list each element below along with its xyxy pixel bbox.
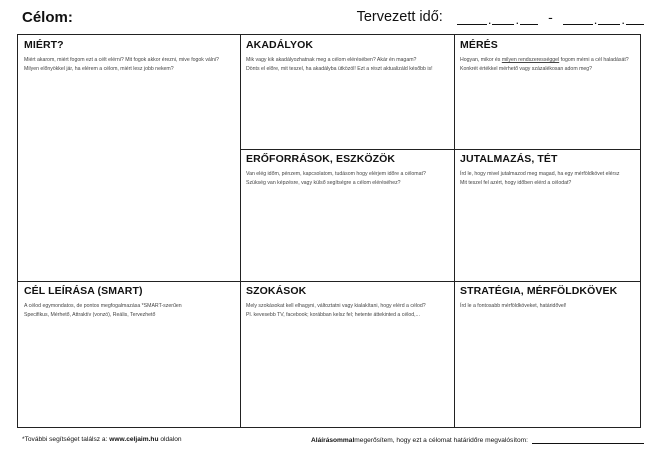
date-separator: -: [548, 9, 553, 25]
month-blank[interactable]: [598, 12, 620, 25]
cell-description: Mely szokásokat kell elhagyni, változtatni vagy kialakítani, hogy elérd a célod?: [246, 303, 426, 309]
cell-title: STRATÉGIA, MÉRFÖLDKÖVEK: [460, 285, 618, 297]
goal-planning-grid: [17, 34, 641, 428]
cell-description: Írd le a fontosabb mérföldköveket, határidővel!: [460, 303, 567, 309]
cell-description: A célod egymondatos, de pontos megfogalmazása *SMART-szerűen: [24, 303, 182, 309]
cell-description: Konkrét értékkel mérhető vagy százalékosan adom meg?: [460, 65, 593, 72]
day-blank[interactable]: [626, 12, 644, 25]
month-blank[interactable]: [492, 12, 514, 25]
cell-title: MÉRÉS: [460, 39, 498, 51]
cell-description: Pl. kevesebb TV, facebook; korábban kelsz fel; hetente áttekinted a célod,...: [246, 311, 420, 318]
planned-time-label: Tervezett idő:: [356, 9, 443, 25]
help-note-suffix: oldalon: [158, 436, 182, 443]
year-blank[interactable]: [563, 12, 593, 25]
signature-bold: Aláírásommal: [311, 437, 355, 444]
cell-description: Szükség van képzésre, vagy külső segítségre a célom eléréséhez?: [246, 179, 401, 186]
cell-title: AKADÁLYOK: [246, 39, 314, 51]
desc-text: fogom mérni a cél haladását?: [559, 57, 629, 63]
signature-statement: [311, 436, 644, 444]
help-note: [22, 436, 182, 443]
website-link[interactable]: www.celjaim.hu: [109, 436, 159, 443]
cell-description: Írd le, hogy mivel jutalmazod meg magad, ha egy mérföldkövet elérsz: [460, 171, 620, 177]
desc-underlined: milyen rendszerességgel: [501, 57, 560, 63]
goal-label: Célom:: [22, 9, 73, 26]
signature-line[interactable]: [532, 436, 644, 444]
cell-title: SZOKÁSOK: [246, 285, 307, 297]
planned-time: [357, 9, 644, 25]
cell-description: Mik vagy kik akadályozhatnak meg a célom elérésében? Akár én magam?: [246, 57, 417, 63]
signature-text: megerősítem, hogy ezt a célomat határidőre megvalósítom:: [354, 437, 528, 444]
cell-description: Miért akarom, miért fogom ezt a célt elérni? Mit fogok akkor érezni, mive fogok válni?: [24, 57, 219, 63]
end-date-field[interactable]: . .: [563, 12, 644, 25]
cell-akadalyok[interactable]: [240, 35, 454, 149]
cell-description: Mit teszel fel azért, hogy időben elérd a célodat?: [460, 179, 572, 186]
year-blank[interactable]: [457, 12, 487, 25]
cell-eroforrasok[interactable]: [240, 149, 454, 281]
cell-cel-leirasa[interactable]: [18, 281, 240, 427]
cell-description: [460, 56, 634, 65]
cell-description: Milyen előnyökkel jár, ha elérem a célom, miért lesz jobb nekem?: [24, 65, 174, 72]
cell-title: JUTALMAZÁS, TÉT: [460, 153, 558, 165]
cell-jutalmazas[interactable]: [454, 149, 640, 281]
page-header: [18, 6, 644, 30]
cell-miert[interactable]: [18, 35, 240, 281]
cell-description: Specifikus, Mérhető, Attraktív (vonzó), Reális, Tervezhető: [24, 311, 156, 318]
cell-title: ERŐFORRÁSOK, ESZKÖZÖK: [246, 153, 396, 165]
help-note-prefix: *További segítséget találsz a:: [22, 436, 110, 443]
cell-description: Dönts el előre, mit teszel, ha akadályba ütközöl! Ezt a részt aktualizáld később is!: [246, 65, 433, 72]
cell-description: Van elég időm, pénzem, kapcsolatom, tudásom hogy elérjem időre a célomat?: [246, 171, 426, 177]
cell-szokasok[interactable]: [240, 281, 454, 427]
day-blank[interactable]: [520, 12, 538, 25]
cell-strategia[interactable]: [454, 281, 640, 427]
cell-title: MIÉRT?: [24, 39, 64, 51]
start-date-field[interactable]: . .: [457, 12, 538, 25]
desc-text: Hogyan, mikor és: [460, 57, 502, 63]
cell-title: CÉL LEÍRÁSA (SMART): [24, 285, 143, 297]
cell-meres[interactable]: [454, 35, 640, 149]
